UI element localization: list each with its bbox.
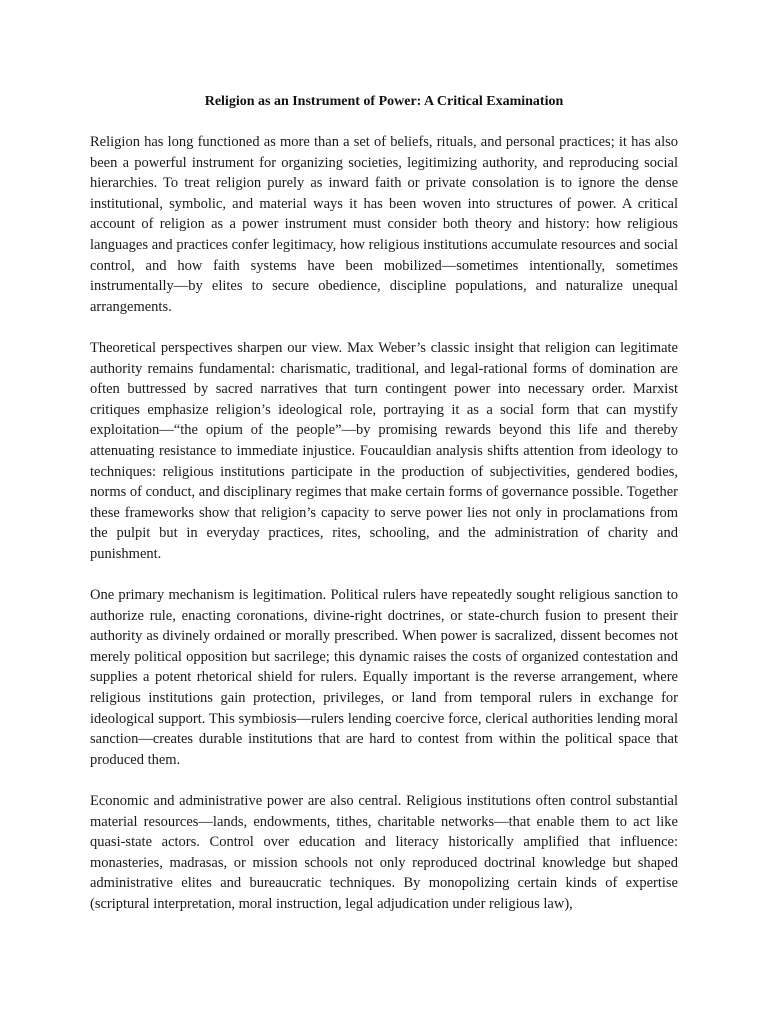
- document-title: Religion as an Instrument of Power: A Critical Examination: [204, 94, 564, 109]
- paragraph-2: Theoretical perspectives sharpen our view. Max Weber’s classic insight that religion can legitimate authority remains fundamental: charismatic, traditional, and legal-rational forms of domination are often buttressed by sacred narratives that turn contingent power into necessary order. Marxist critiques emphasize religion’s ideological role, portraying it as a social form that can mystify exploitation—“the opium of the people”—by promising rewards beyond this life and thereby attenuating resistance to immediate injustice. Foucauldian analysis shifts attention from ideology to techniques: religious institutions participate in the production of subjectivities, gendered bodies, norms of conduct, and disciplinary regimes that make certain forms of governance possible. Together these frameworks show that religion’s capacity to serve power lies not only in proclamations from the pulpit but in everyday practices, rites, schooling, and the administration of charity and punishment.: [90, 340, 678, 562]
- paragraph-4: Economic and administrative power are also central. Religious institutions often control substantial material resources—lands, endowments, tithes, charitable networks—that enable them to act like quasi-state actors. Control over education and literacy historically amplified that influence: monasteries, madrasas, or mission schools not only reproduced doctrinal knowledge but shaped administrative elites and bureaucratic techniques. By monopolizing certain kinds of expertise (scriptural interpretation, moral instruction, legal adjudication under religious law),: [90, 793, 678, 912]
- paragraph-3: One primary mechanism is legitimation. Political rulers have repeatedly sought religious sanction to authorize rule, enacting coronations, divine-right doctrines, or state-church fusion to present their authority as divinely ordained or morally prescribed. When power is sacralized, dissent becomes not merely political opposition but sacrilege; this dynamic raises the costs of organized contestation and supplies a potent rhetorical shield for rulers. Equally important is the reverse arrangement, where religious institutions gain protection, privileges, or land from temporal rulers in exchange for ideological support. This symbiosis—rulers lending coercive force, clerical authorities lending moral sanction—creates durable institutions that are hard to contest from within the political space that produced them.: [90, 587, 678, 768]
- paragraph-1: Religion has long functioned as more than a set of beliefs, rituals, and personal practices; it has also been a powerful instrument for organizing societies, legitimizing authority, and reproducing social hierarchies. To treat religion purely as inward faith or private consolation is to ignore the dense institutional, symbolic, and material ways it has been woven into structures of power. A critical account of religion as a power instrument must consider both theory and history: how religious languages and practices confer legitimacy, how religious institutions accumulate resources and social control, and how faith systems have been mobilized—sometimes intentionally, sometimes instrumentally—by elites to secure obedience, discipline populations, and naturalize unequal arrangements.: [90, 134, 678, 315]
